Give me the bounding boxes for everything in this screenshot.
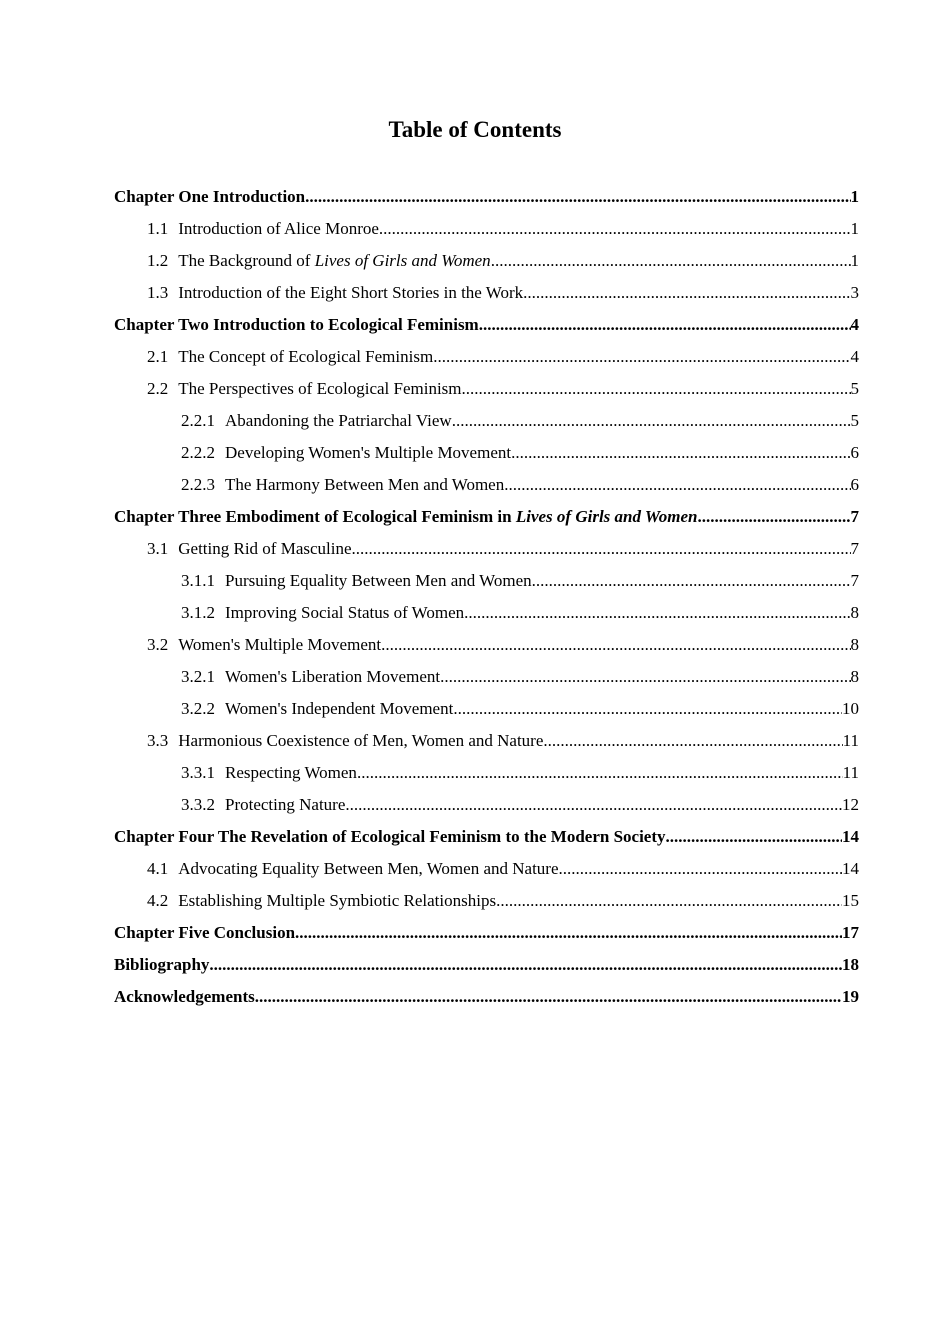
toc-chapter-entry[interactable]	[114, 181, 859, 213]
toc-dot-leader	[357, 757, 843, 789]
toc-dot-leader	[532, 565, 851, 597]
toc-section-entry[interactable]	[114, 245, 859, 277]
toc-entry-number: 1.2	[147, 251, 169, 270]
toc-dot-leader	[381, 629, 850, 661]
toc-chapter-entry[interactable]	[114, 949, 859, 981]
toc-entry-title: Harmonious Coexistence of Men, Women and Nature	[178, 731, 544, 750]
toc-entry-title: Pursuing Equality Between Men and Women	[225, 571, 532, 590]
toc-page-number: 5	[850, 379, 859, 398]
toc-entry-number: 3.3	[147, 731, 169, 750]
toc-dot-leader	[698, 501, 851, 533]
toc-entry-heading	[181, 405, 452, 437]
toc-entry-heading	[181, 597, 464, 629]
toc-entry-number: 3.2.1	[181, 667, 215, 686]
toc-dot-leader	[295, 917, 842, 949]
toc-entry-number: 2.2.2	[181, 443, 215, 462]
toc-entry-heading	[114, 181, 305, 213]
toc-section-entry[interactable]	[114, 277, 859, 309]
toc-entry-title: Abandoning the Patriarchal View	[225, 411, 452, 430]
toc-dot-leader	[479, 309, 851, 341]
toc-page-number: 11	[842, 763, 859, 782]
toc-page-number: 1	[850, 187, 859, 206]
toc-dot-leader	[352, 533, 851, 565]
toc-entry-title: Women's Multiple Movement	[178, 635, 382, 654]
toc-section-entry[interactable]	[114, 853, 859, 885]
toc-dot-leader	[523, 277, 850, 309]
toc-entry-title: Establishing Multiple Symbiotic Relationships	[178, 891, 497, 910]
toc-dot-leader	[462, 373, 851, 405]
toc-entry-number: 3.2	[147, 635, 169, 654]
toc-entry-title: Getting Rid of Masculine	[178, 539, 352, 558]
toc-entry-heading	[181, 469, 504, 501]
toc-entry-heading	[114, 309, 479, 341]
toc-page-number: 18	[842, 955, 859, 974]
toc-dot-leader	[440, 661, 850, 693]
toc-entry-title: The Background of	[178, 251, 315, 270]
toc-page-number: 15	[842, 891, 859, 910]
toc-dot-leader	[452, 405, 851, 437]
toc-chapter-entry[interactable]	[114, 501, 859, 533]
toc-chapter-entry[interactable]	[114, 309, 859, 341]
toc-chapter-entry[interactable]	[114, 821, 859, 853]
toc-page-number: 7	[850, 507, 859, 526]
toc-entry-title: Women's Independent Movement	[225, 699, 454, 718]
toc-entry-heading	[147, 533, 352, 565]
toc-page-number: 17	[842, 923, 859, 942]
toc-entry-number: 4.1	[147, 859, 169, 878]
toc-entry-title: Introduction of the Eight Short Stories in the Work	[178, 283, 524, 302]
toc-entry-heading	[181, 693, 453, 725]
toc-chapter-entry[interactable]	[114, 917, 859, 949]
toc-entry-heading	[147, 245, 491, 277]
toc-page-number: 14	[842, 859, 859, 878]
toc-subsection-entry[interactable]	[114, 565, 859, 597]
toc-dot-leader	[379, 213, 851, 245]
toc-chapter-entry[interactable]	[114, 981, 859, 1013]
toc-entry-heading	[147, 725, 543, 757]
toc-entry-title: The Perspectives of Ecological Feminism	[178, 379, 462, 398]
toc-section-entry[interactable]	[114, 629, 859, 661]
toc-dot-leader	[453, 693, 842, 725]
toc-entry-title: Protecting Nature	[225, 795, 346, 814]
toc-page-number: 7	[850, 539, 859, 558]
toc-entry-number: 2.2.3	[181, 475, 215, 494]
toc-page-number: 12	[842, 795, 859, 814]
toc-page-number: 7	[850, 571, 859, 590]
toc-entry-heading	[114, 949, 209, 981]
toc-entry-title: Chapter Three Embodiment of Ecological Feminism in	[114, 507, 516, 526]
toc-page-number: 5	[850, 411, 859, 430]
toc-entry-heading	[147, 853, 559, 885]
toc-entry-title: Improving Social Status of Women	[225, 603, 465, 622]
toc-page-number: 4	[850, 315, 859, 334]
toc-dot-leader	[559, 853, 843, 885]
toc-entry-title: Chapter Two Introduction to Ecological Feminism	[114, 315, 479, 334]
toc-subsection-entry[interactable]	[114, 661, 859, 693]
toc-entry-number: 2.1	[147, 347, 169, 366]
toc-page-number: 8	[850, 635, 859, 654]
toc-section-entry[interactable]	[114, 885, 859, 917]
toc-dot-leader	[209, 949, 842, 981]
toc-entry-heading	[181, 565, 532, 597]
toc-page-number: 14	[842, 827, 859, 846]
toc-entry-title-italic: Lives of Girls and Women	[515, 507, 698, 526]
toc-subsection-entry[interactable]	[114, 437, 859, 469]
toc-dot-leader	[433, 341, 850, 373]
toc-entry-heading	[181, 437, 511, 469]
toc-subsection-entry[interactable]	[114, 405, 859, 437]
toc-entry-heading	[114, 981, 255, 1013]
toc-entry-number: 3.2.2	[181, 699, 215, 718]
toc-entry-heading	[147, 341, 433, 373]
toc-entry-number: 2.2	[147, 379, 169, 398]
toc-entry-heading	[181, 757, 357, 789]
toc-section-entry[interactable]	[114, 213, 859, 245]
toc-entry-heading	[147, 373, 462, 405]
toc-entry-title: Developing Women's Multiple Movement	[225, 443, 512, 462]
toc-page-number: 1	[850, 251, 859, 270]
toc-entry-number: 3.3.2	[181, 795, 215, 814]
toc-page-number: 8	[850, 667, 859, 686]
toc-dot-leader	[543, 725, 842, 757]
toc-dot-leader	[511, 437, 850, 469]
toc-entry-title: Chapter One Introduction	[114, 187, 306, 206]
toc-entry-number: 3.1	[147, 539, 169, 558]
toc-entry-number: 1.1	[147, 219, 169, 238]
toc-entry-title: Chapter Four The Revelation of Ecological Feminism to the Modern Society	[114, 827, 666, 846]
toc-dot-leader	[504, 469, 850, 501]
toc-subsection-entry[interactable]	[114, 693, 859, 725]
toc-entry-heading	[114, 917, 295, 949]
toc-dot-leader	[255, 981, 842, 1013]
toc-entry-title: Chapter Five Conclusion	[114, 923, 296, 942]
toc-entry-title: The Concept of Ecological Feminism	[178, 347, 434, 366]
toc-dot-leader	[666, 821, 843, 853]
toc-entry-heading	[147, 213, 379, 245]
toc-page-number: 10	[842, 699, 859, 718]
toc-entry-title: Women's Liberation Movement	[225, 667, 441, 686]
toc-entry-number: 2.2.1	[181, 411, 215, 430]
toc-dot-leader	[305, 181, 850, 213]
toc-page-number: 8	[850, 603, 859, 622]
toc-entry-number: 3.1.1	[181, 571, 215, 590]
toc-entry-heading	[147, 277, 523, 309]
toc-entry-title-italic: Lives of Girls and Women	[314, 251, 491, 270]
toc-subsection-entry[interactable]	[114, 789, 859, 821]
toc-page-number: 11	[842, 731, 859, 750]
toc-list	[114, 181, 859, 1013]
toc-entry-heading	[147, 885, 496, 917]
toc-section-entry[interactable]	[114, 533, 859, 565]
toc-entry-title: Acknowledgements	[114, 987, 255, 1006]
toc-subsection-entry[interactable]	[114, 757, 859, 789]
toc-dot-leader	[464, 597, 850, 629]
toc-section-entry[interactable]	[114, 373, 859, 405]
toc-entry-heading	[181, 661, 440, 693]
toc-entry-title: Advocating Equality Between Men, Women and Nature	[178, 859, 559, 878]
toc-subsection-entry[interactable]	[114, 597, 859, 629]
toc-entry-number: 3.1.2	[181, 603, 215, 622]
toc-entry-number: 1.3	[147, 283, 169, 302]
toc-entry-heading	[114, 821, 666, 853]
toc-page-number: 3	[850, 283, 859, 302]
toc-entry-title: Respecting Women	[225, 763, 357, 782]
toc-section-entry[interactable]	[114, 725, 859, 757]
toc-section-entry[interactable]	[114, 341, 859, 373]
toc-title: Table of Contents	[388, 117, 562, 142]
toc-entry-title: The Harmony Between Men and Women	[225, 475, 505, 494]
toc-page-number: 1	[850, 219, 859, 238]
toc-subsection-entry[interactable]	[114, 469, 859, 501]
toc-page-number: 4	[850, 347, 859, 366]
toc-entry-number: 4.2	[147, 891, 169, 910]
toc-dot-leader	[496, 885, 842, 917]
toc-page-number: 6	[850, 443, 859, 462]
toc-page-number: 6	[850, 475, 859, 494]
toc-entry-heading	[147, 629, 381, 661]
toc-entry-title: Introduction of Alice Monroe	[178, 219, 379, 238]
toc-dot-leader	[345, 789, 842, 821]
toc-entry-title: Bibliography	[114, 955, 210, 974]
toc-entry-heading	[114, 501, 698, 533]
toc-dot-leader	[491, 245, 851, 277]
toc-entry-number: 3.3.1	[181, 763, 215, 782]
toc-entry-heading	[181, 789, 345, 821]
toc-page-number: 19	[842, 987, 859, 1006]
